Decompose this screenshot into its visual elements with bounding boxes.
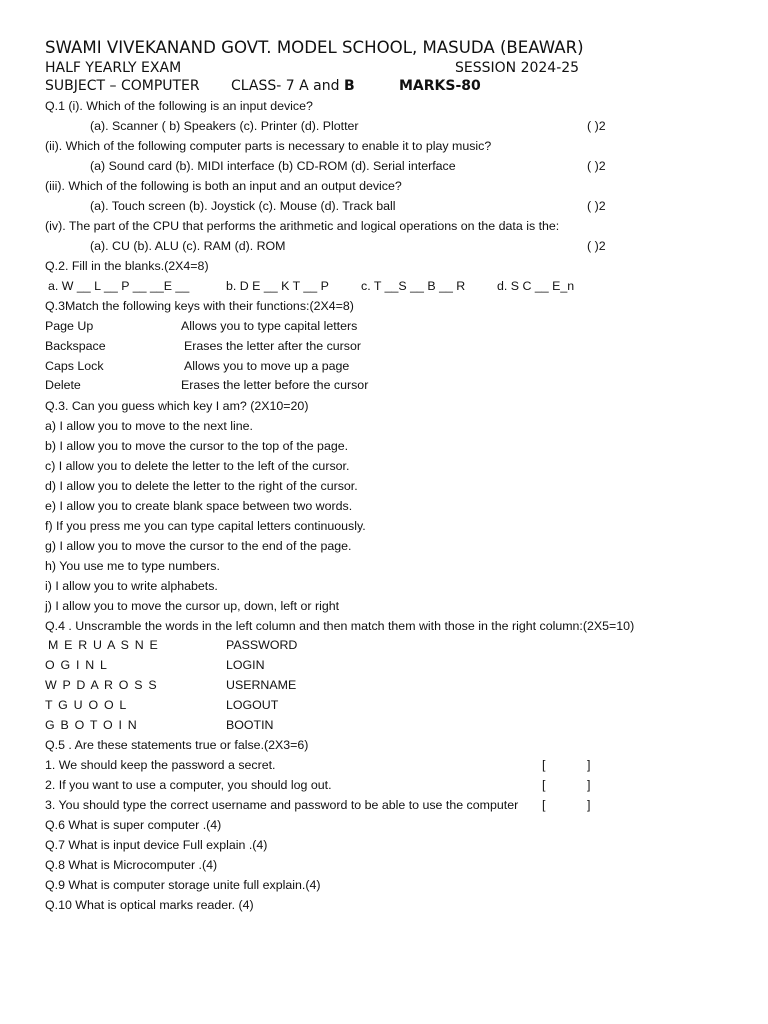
class-b: B bbox=[343, 78, 355, 94]
statement: 3. You should type the correct username and password to be able to use the computer bbox=[45, 798, 519, 812]
q1-i-mark: ( )2 bbox=[587, 119, 606, 133]
scrambled-word: M E R U A S N E bbox=[48, 638, 159, 652]
question-q8: Q.8 What is Microcomputer .(4) bbox=[45, 858, 218, 872]
guess-item: h) You use me to type numbers. bbox=[45, 559, 220, 573]
answer-word: LOGOUT bbox=[226, 698, 279, 712]
statement: 1. We should keep the password a secret. bbox=[45, 758, 276, 772]
session: SESSION 2024-25 bbox=[455, 60, 580, 76]
q1-ii-options: (a) Sound card (b). MIDI interface (b) CD-ROM (d). Serial interface bbox=[90, 159, 456, 173]
guess-item: d) I allow you to delete the letter to the right of the cursor. bbox=[45, 479, 358, 493]
guess-item: g) I allow you to move the cursor to the end of the page. bbox=[45, 539, 352, 553]
answer-bracket-open: [ bbox=[542, 758, 546, 772]
scrambled-word: T G U O O L bbox=[45, 698, 128, 712]
statement: 2. If you want to use a computer, you should log out. bbox=[45, 778, 332, 792]
answer-word: PASSWORD bbox=[226, 638, 298, 652]
guess-item: e) I allow you to create blank space between two words. bbox=[45, 499, 353, 513]
q1-ii-question: (ii). Which of the following computer parts is necessary to enable it to play music? bbox=[45, 139, 492, 153]
q2-blank-b: b. D E __ K T __ P bbox=[226, 279, 329, 293]
q4-title: Q.4 . Unscramble the words in the left column and then match them with those in the right column:(2X5=10) bbox=[45, 619, 635, 633]
class-prefix: CLASS- 7 A and bbox=[231, 78, 344, 94]
guess-item: b) I allow you to move the cursor to the top of the page. bbox=[45, 439, 349, 453]
guess-item: j) I allow you to move the cursor up, down, left or right bbox=[45, 599, 340, 613]
scrambled-word: G B O T O I N bbox=[45, 718, 138, 732]
answer-bracket-close: ] bbox=[587, 758, 591, 772]
answer-bracket-open: [ bbox=[542, 798, 546, 812]
match-function: Erases the letter before the cursor bbox=[181, 378, 369, 392]
match-function: Allows you to type capital letters bbox=[181, 319, 358, 333]
q1-iii-options: (a). Touch screen (b). Joystick (c). Mouse (d). Track ball bbox=[90, 199, 396, 213]
answer-word: USERNAME bbox=[226, 678, 297, 692]
answer-word: BOOTIN bbox=[226, 718, 274, 732]
guess-item: a) I allow you to move to the next line. bbox=[45, 419, 253, 433]
q1-iv-options: (a). CU (b). ALU (c). RAM (d). ROM bbox=[90, 239, 286, 253]
q1-i-options: (a). Scanner ( b) Speakers (c). Printer (d). Plotter bbox=[90, 119, 359, 133]
match-key: Backspace bbox=[45, 339, 106, 353]
q1-iii-question: (iii). Which of the following is both an input and an output device? bbox=[45, 179, 402, 193]
match-key: Page Up bbox=[45, 319, 94, 333]
q1-iv-question: (iv). The part of the CPU that performs the arithmetic and logical operations on the data is the: bbox=[45, 219, 560, 233]
subject: SUBJECT – COMPUTER bbox=[45, 78, 200, 94]
q2-blank-c: c. T __S __ B __ R bbox=[361, 279, 466, 293]
question-q9: Q.9 What is computer storage unite full explain.(4) bbox=[45, 878, 321, 892]
guess-item: f) If you press me you can type capital letters continuously. bbox=[45, 519, 366, 533]
q1-i-question: Q.1 (i). Which of the following is an input device? bbox=[45, 99, 313, 113]
school-name: SWAMI VIVEKANAND GOVT. MODEL SCHOOL, MASUDA (BEAWAR) bbox=[45, 38, 584, 57]
guess-item: c) I allow you to delete the letter to the left of the cursor. bbox=[45, 459, 350, 473]
q2-blank-d: d. S C __ E_n bbox=[497, 279, 575, 293]
question-q10: Q.10 What is optical marks reader. (4) bbox=[45, 898, 254, 912]
subject-row bbox=[45, 78, 481, 94]
answer-bracket-close: ] bbox=[587, 798, 591, 812]
scrambled-word: O G I N L bbox=[45, 658, 109, 672]
answer-bracket-close: ] bbox=[587, 778, 591, 792]
class-info bbox=[231, 78, 355, 94]
question-q6: Q.6 What is super computer .(4) bbox=[45, 818, 222, 832]
q1-ii-mark: ( )2 bbox=[587, 159, 606, 173]
q1-iii-mark: ( )2 bbox=[587, 199, 606, 213]
match-function: Allows you to move up a page bbox=[184, 359, 350, 373]
answer-word: LOGIN bbox=[226, 658, 265, 672]
q5-title: Q.5 . Are these statements true or false.(2X3=6) bbox=[45, 738, 309, 752]
q2-title: Q.2. Fill in the blanks.(2X4=8) bbox=[45, 259, 209, 273]
question-q7: Q.7 What is input device Full explain .(4) bbox=[45, 838, 268, 852]
guess-item: i) I allow you to write alphabets. bbox=[45, 579, 218, 593]
q1-iv-mark: ( )2 bbox=[587, 239, 606, 253]
total-marks: MARKS-80 bbox=[399, 78, 481, 94]
match-function: Erases the letter after the cursor bbox=[184, 339, 361, 353]
q3-guess-title: Q.3. Can you guess which key I am? (2X10=20) bbox=[45, 399, 309, 413]
q3-match-title: Q.3Match the following keys with their functions:(2X4=8) bbox=[45, 299, 354, 313]
match-key: Caps Lock bbox=[45, 359, 104, 373]
match-key: Delete bbox=[45, 378, 81, 392]
scrambled-word: W P D A R O S S bbox=[45, 678, 158, 692]
answer-bracket-open: [ bbox=[542, 778, 546, 792]
q2-blank-a: a. W __ L __ P __ __E __ bbox=[48, 279, 190, 293]
exam-name: HALF YEARLY EXAM bbox=[45, 60, 182, 76]
exam-title-row bbox=[45, 60, 580, 76]
